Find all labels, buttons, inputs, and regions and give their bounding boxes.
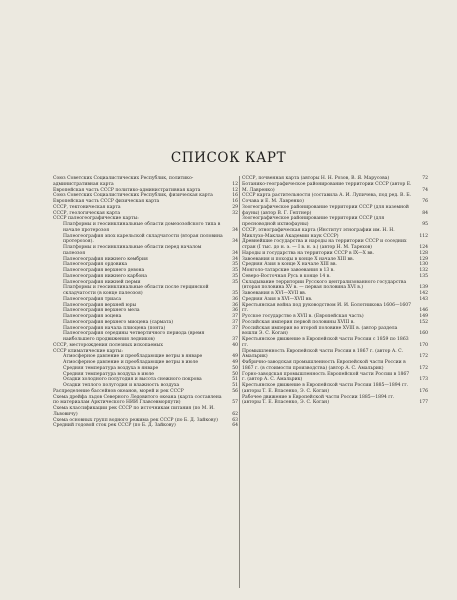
toc-entry-title: СССР, почвенная карта (авторы Н. Н. Розов, В. Я. Марусова) [242, 176, 390, 181]
toc-entry-title: Монголо-татарские завоевания в 13 в. [242, 268, 335, 273]
toc-entry-page: 29 [232, 204, 238, 210]
toc-entry-page: 74 [422, 187, 428, 193]
toc-entry-page: 170 [419, 342, 428, 348]
toc-entry-title: Российская империя во второй половине XVIII в. (автор раздела вошли Э. С. Коган) [242, 325, 398, 337]
toc-entry-title: Палеогеография верхней юры [63, 302, 137, 308]
toc-entry-title: Палеогеография верхнего мела [63, 308, 140, 314]
toc-entry-title: Российская империя первой половины XVIII в. [242, 319, 355, 325]
toc-entry-page: 160 [419, 331, 428, 337]
toc-entry-page: 76 [422, 199, 428, 204]
toc-entry-title: СССР, геологическая карта [53, 210, 121, 216]
toc-entry-title: Фабрично-заводская промышленность Европейской части России в 1867 г. (в стоимости производства) (автор А. С. Амальрик) [242, 360, 406, 371]
toc-column-left [53, 176, 238, 429]
toc-entry-page: 173 [419, 377, 428, 383]
toc-entry [53, 423, 238, 429]
toc-entry-title: Горно-заводская промышленность Европейской части России в 1867 г. (автор А. С. Амальрик) [242, 371, 410, 383]
toc-entry-title: Схема дрейфа льдов Северного Ледовитого океана (карта составлена по материалам Арктического НИИ Главсевморпути) [53, 394, 222, 406]
toc-entry-title: Крестьянская война под руководством И. И. Болотникова 1606—1607 гг. [242, 302, 412, 314]
toc-entry-page: 146 [419, 308, 428, 314]
toc-entry-page: 37 [232, 325, 238, 331]
toc-entry-title: СССР климатические карты: [53, 348, 123, 354]
toc-entry-title: Осадки холодного полугодия и высота снежного покрова [63, 377, 202, 383]
column-divider [239, 176, 240, 588]
toc-entry-title: Палеогеография эпох карельской складчатости (вторая половина протерозоя). [63, 233, 223, 245]
toc-entry-page: 172 [419, 354, 428, 360]
toc-entry [53, 176, 238, 188]
toc-entry-page: 152 [419, 319, 428, 325]
toc-entry-title: Платформы и геосинклинальные области после герцинской складчатости (в конце палеозоя) [63, 285, 209, 296]
toc-entry-title: Крестьянское движение в Европейской части России 1885—1894 гг. (авторы Т. Е. Власенко, Э. С. Коган) [242, 383, 409, 394]
toc-entry-title: Союз Советских Социалистических Республик, политико-административная карта [53, 176, 194, 187]
toc-entry [242, 360, 428, 372]
toc-entry-title: Палеогеография нижнего карбона [63, 273, 147, 279]
toc-entry-page: 130 [419, 262, 428, 268]
toc-entry-page: 35 [232, 262, 238, 268]
toc-entry [242, 280, 428, 292]
toc-entry-title: Средняя Азия в XVI—XVII вв. [242, 296, 313, 302]
toc-entry-page: 36 [232, 302, 238, 308]
toc-entry [53, 395, 238, 407]
toc-entry-page: 129 [419, 256, 428, 262]
toc-entry-page: 132 [419, 268, 428, 273]
toc-entry-title: СССР, этнографическая карта (Институт этнографии им. Н. Н. Миклухо-Маклая Академии наук СССР) [242, 227, 395, 239]
toc-entry-title: Платформы и геосинклинальные области домезозойского типа в начале протерозоя [63, 222, 221, 233]
toc-entry-page: 57 [232, 400, 238, 406]
toc-entry-title: Древнейшие государства и народы на территории СССР и соседних стран (I тыс. до н. э. — I в. н. э.) (автор Н. М. Тарехов) [242, 239, 407, 250]
toc-entry-page: 16 [232, 193, 238, 199]
toc-entry-title: Зоогеографическое районирование территории СССР (для наземной фауны) (автор В. Г. Гептнер) [242, 204, 409, 216]
toc-entry-page: 37 [232, 314, 238, 319]
toc-entry-page: 49 [232, 360, 238, 365]
toc-entry-page: 50 [232, 371, 238, 377]
toc-entry-title: Народы и государства на территории СССР в IX—X вв. [242, 250, 374, 256]
toc-entry-page: 49 [232, 354, 238, 360]
toc-entry-page: 142 [419, 291, 428, 296]
toc-entry-page: 128 [419, 250, 428, 256]
toc-entry [53, 285, 238, 297]
toc-entry-title: Палеогеография ордовика [63, 262, 128, 268]
toc-entry [242, 228, 428, 240]
toc-entry [53, 331, 238, 343]
toc-entry-page: 64 [232, 423, 238, 429]
toc-entry [242, 383, 428, 395]
toc-column-right [242, 176, 428, 406]
toc-entry-title: Крестьянское движение в Европейской части России с 1859 по 1863 гг. [242, 337, 409, 348]
toc-entry-page: 135 [419, 273, 428, 279]
toc-entry-title: Осадки теплого полугодия и влажность воздуха [63, 383, 180, 388]
toc-entry-page: 84 [422, 210, 428, 216]
toc-entry-page: 37 [232, 337, 238, 342]
toc-entry-title: Палеогеография нижнего кембрия [63, 256, 148, 262]
toc-entry-title: Складывание территории Русского централизованного государства (вторая половина XV в. — первая половина XVI в.) [242, 279, 407, 291]
toc-entry-title: Зоогеографическое районирование территории СССР (для пресноводной ихтиофауны) [242, 216, 385, 227]
toc-entry-page: 63 [232, 417, 238, 423]
toc-entry [242, 337, 428, 349]
toc-entry-title: Схема основных групп водного режима рек СССР (по Б. Д. Зайкову) [53, 417, 218, 423]
toc-entry-title: Палеогеография эоцена [63, 314, 122, 319]
toc-entry-title: Завоевания в XVI—XVII вв. [242, 291, 307, 296]
toc-entry-page: 34 [232, 239, 238, 245]
toc-entry-page: 51 [232, 383, 238, 388]
toc-entry-page: 35 [232, 268, 238, 273]
toc-entry-page: 50 [232, 365, 238, 371]
toc-entry-page: 12 [232, 181, 238, 187]
toc-entry-title: Русское государство в XVII в. (Европейская часть) [242, 314, 364, 319]
toc-entry-page: 40 [232, 342, 238, 348]
toc-entry-title: Средняя температура воздуха в январе [63, 365, 159, 371]
toc-entry [53, 245, 238, 257]
toc-entry-title: Палеогеография триаса [63, 296, 122, 302]
toc-entry [242, 216, 428, 228]
toc-entry-title: Палеогеография верхнего девона [63, 268, 145, 273]
toc-entry-title: Европейская часть СССР политико-административная карта [53, 187, 201, 193]
toc-entry-page: 32 [232, 210, 238, 216]
toc-entry-page: 95 [422, 222, 428, 227]
toc-entry [53, 406, 238, 418]
toc-entry-title: Средний годовой сток рек СССР (по Б. Д. Зайкову) [53, 423, 176, 429]
toc-entry-title: Палеогеография середины четвертичного периода (время наибольшего продвижения ледников) [63, 331, 205, 342]
toc-entry-title: Распределение бассейнов океанов, морей и рек СССР [53, 388, 184, 394]
toc-entry-title: Северо-Восточная Русь в конце 14 в. [242, 273, 331, 279]
toc-entry-page: 16 [232, 199, 238, 204]
toc-entry [242, 193, 428, 205]
toc-entry [242, 182, 428, 194]
toc-entry-page: 172 [419, 365, 428, 371]
toc-entry-page: 37 [232, 319, 238, 325]
toc-entry-title: Атмосферное давление и преобладающие ветры в январе [63, 354, 203, 360]
toc-entry-page: 35 [232, 273, 238, 279]
toc-entry-title: Палеогеография начала плиоцена (понта) [63, 325, 166, 331]
toc-entry-title: Рабочее движение в Европейской части России 1885—1894 гг. (авторы Т. Е. Власенко, Э. С. Коган) [242, 394, 395, 406]
toc-entry-page: 139 [419, 285, 428, 291]
toc-entry-page: 112 [419, 233, 428, 239]
toc-entry-page: 124 [419, 245, 428, 250]
toc-entry-page: 56 [232, 388, 238, 394]
toc-entry-page: 35 [232, 279, 238, 285]
toc-entry [242, 372, 428, 384]
toc-entry-title: Палеогеография нижней перми [63, 279, 141, 285]
toc-entry-page: 62 [232, 411, 238, 417]
toc-entry-title: СССР, тектоническая карта [53, 204, 121, 210]
toc-entry-title: СССР палеогеографические карты: [53, 216, 139, 222]
toc-entry-page: 34 [232, 227, 238, 233]
toc-entry [242, 326, 428, 338]
toc-entry-title: Европейская часть СССР физическая карта [53, 199, 160, 204]
toc-entry-page: 143 [419, 296, 428, 302]
toc-entry [242, 239, 428, 251]
page-title: СПИСОК КАРТ [170, 150, 287, 166]
toc-entry-title: СССР, месторождения полезных ископаемых [53, 342, 163, 348]
toc-entry-title: Средняя температура воздуха в июле [63, 371, 154, 377]
toc-entry-page: 35 [232, 291, 238, 296]
toc-entry [242, 205, 428, 217]
toc-entry [53, 234, 238, 246]
toc-entry-title: Атмосферное давление и преобладающие ветры в июле [63, 360, 199, 365]
toc-entry-title: Промышленность Европейской части России в 1867 г. (автор А. С. Амальрик) [242, 348, 404, 360]
toc-entry-page: 34 [232, 250, 238, 256]
toc-entry-page: 12 [232, 187, 238, 193]
toc-entry-title: Завоевания и походы в конце X начале XIII вв. [242, 256, 355, 262]
toc-entry-page: 176 [419, 388, 428, 394]
toc-entry-title: Схема классификации рек СССР по источникам питания (по М. И. Львовичу) [53, 406, 215, 417]
toc-entry-title: Союз Советских Социалистических Республик, физическая карта [53, 193, 213, 199]
toc-entry [242, 303, 428, 315]
toc-entry [53, 222, 238, 234]
toc-entry-page: 177 [419, 400, 428, 406]
toc-entry-title: СССР карта растительности (составила А. И. Лупичева, под ред. В. Б. Сочава и Е. М. Лавренко) [242, 193, 412, 204]
toc-entry-page: 36 [232, 308, 238, 314]
toc-entry-page: 36 [232, 296, 238, 302]
toc-entry-page: 34 [232, 256, 238, 262]
toc-entry-title: Платформы и геосинклинальные области перед началом палеозоя [63, 245, 202, 256]
toc-entry-title: Ботанико-географическое районирование территории СССР (автор Е. М. Лавренко) [242, 181, 412, 193]
toc-entry-title: Средняя Азия в конце X начале XIII вв. [242, 262, 337, 268]
toc-entry-page: 51 [232, 377, 238, 383]
toc-entry [242, 395, 428, 407]
toc-entry-page: 72 [422, 176, 428, 181]
toc-entry-title: Палеогеография верхнего миоцена (сармата) [63, 319, 174, 325]
toc-entry [242, 349, 428, 361]
toc-entry-page: 149 [419, 314, 428, 319]
